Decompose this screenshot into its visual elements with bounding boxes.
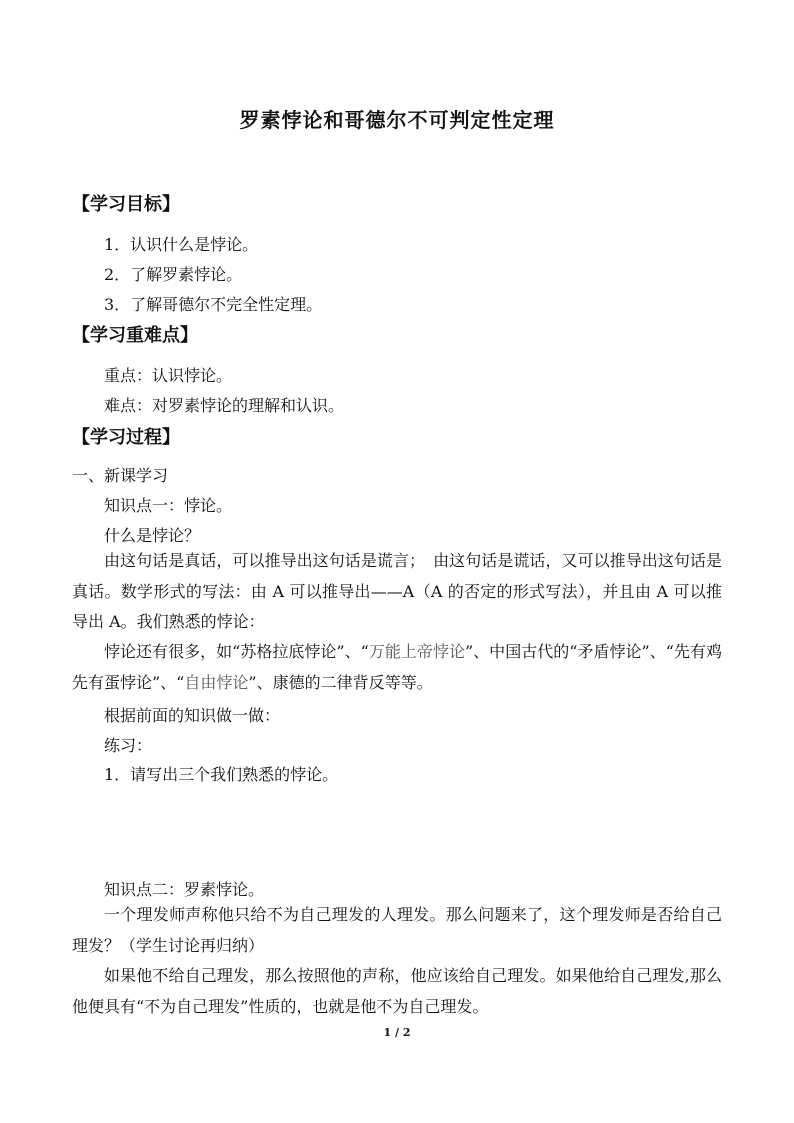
- paragraph-barber: 一个理发师声称他只给不为自己理发的人理发。那么问题来了，这个理发师是否给自己理发？（学生讨论再归纳）: [72, 905, 722, 955]
- knowledge-point-1: 知识点一：悖论。: [104, 496, 233, 515]
- examples-text-2: 万能上帝悖论: [368, 642, 465, 661]
- document-title: 罗素悖论和哥德尔不可判定性定理: [239, 108, 555, 132]
- objective-item-1: 1．认识什么是悖论。: [104, 235, 259, 254]
- examples-text-1: 悖论还有很多，如“苏格拉底悖论”、“: [104, 642, 369, 661]
- page-number: 1 / 2: [383, 1026, 411, 1039]
- difficulty-line: 难点：对罗素悖论的理解和认识。: [104, 396, 345, 415]
- part-heading: 一、新课学习: [72, 466, 169, 485]
- heading-objectives: 【学习目标】: [72, 194, 180, 215]
- examples-text-3: ”、中国古代的“矛盾悖论”、“先有鸡先有蛋悖论”、“: [72, 642, 722, 692]
- paragraph-paradox-definition: 由这句话是真话，可以推导出这句话是谎言； 由这句话是谎话，又可以推导出这句话是真话。数学形式的写法：由 A 可以推导出——A（A 的否定的形式写法），并且由 A 可以推导出 A。我们熟悉的悖论：: [72, 551, 722, 631]
- examples-text-4: 自由悖论: [184, 672, 249, 692]
- practice-label: 练习：: [104, 736, 153, 755]
- heading-process: 【学习过程】: [72, 427, 180, 448]
- question-line: 什么是悖论？: [104, 526, 201, 545]
- objective-item-2: 2．了解罗素悖论。: [104, 265, 243, 284]
- paragraph-paradox-examples: [72, 637, 722, 698]
- heading-keypoints: 【学习重难点】: [72, 325, 198, 346]
- examples-text-5: ”、康德的二律背反等等。: [248, 672, 433, 692]
- knowledge-point-2: 知识点二：罗素悖论。: [104, 880, 265, 899]
- paragraph-barber-analysis: 如果他不给自己理发，那么按照他的声称，他应该给自己理发。如果他给自己理发,那么他便具有“不为自己理发”性质的，也就是他不为自己理发。: [72, 966, 722, 1016]
- objective-item-3: 3．了解哥德尔不完全性定理。: [104, 295, 323, 314]
- exercise-item-1: 1．请写出三个我们熟悉的悖论。: [104, 765, 339, 784]
- practice-intro: 根据前面的知识做一做：: [104, 706, 281, 725]
- focus-line: 重点：认识悖论。: [104, 366, 233, 385]
